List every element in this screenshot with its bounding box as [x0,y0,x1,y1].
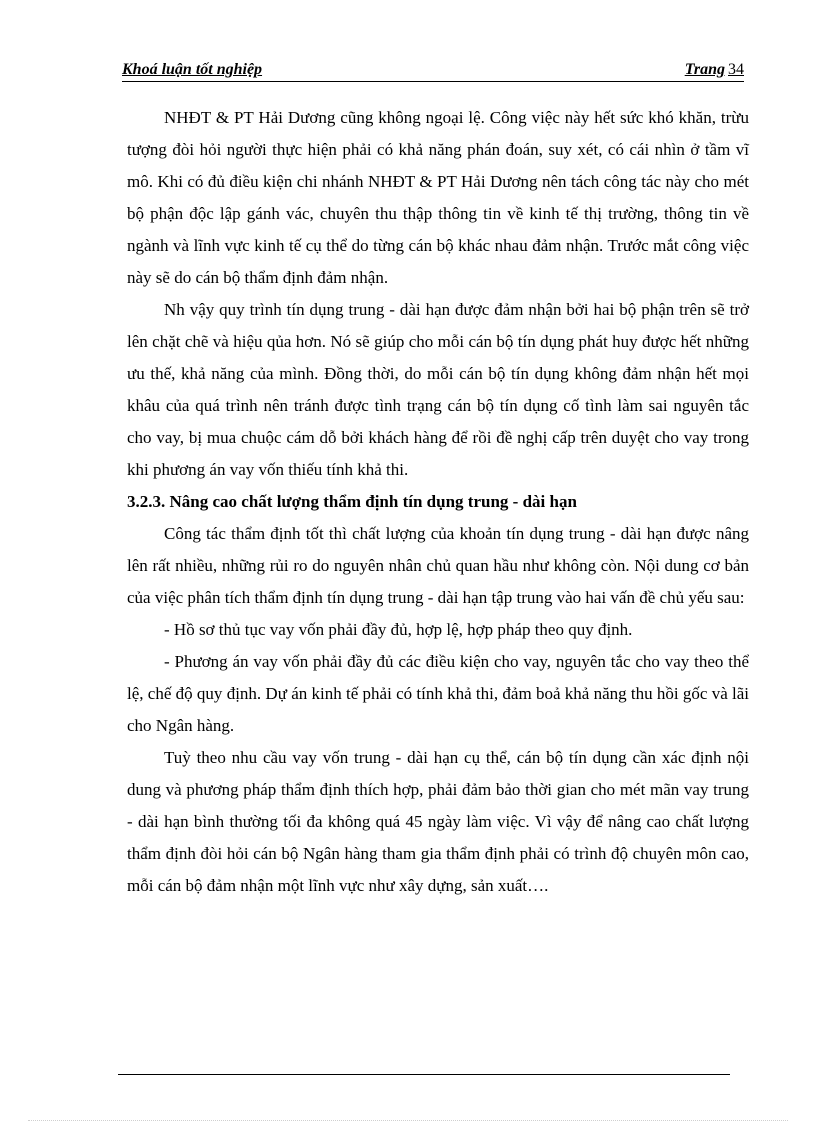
footer-rule [118,1074,730,1075]
list-item: - Hồ sơ thủ tục vay vốn phải đầy đủ, hợp lệ, hợp pháp theo quy định. [164,620,633,639]
document-title: Khoá luận tốt nghiệp [122,61,263,78]
paragraph: Tuỳ theo nhu cầu vay vốn trung - dài hạn cụ thể, cán bộ tín dụng cần xác định nội dung và phương pháp thẩm định thích hợp, phải đảm bảo thời gian cho mét mãn vay trung - dài hạn bình thường tối đa không quá 45 ngày làm việc. Vì vậy để nâng cao chất lượng thẩm định đòi hỏi cán bộ Ngân hàng tham gia thẩm định phải có trình độ chuyên môn cao, mỗi cán bộ đảm nhận một lĩnh vực như xây dựng, sản xuất…. [127,748,749,895]
page-header [122,59,744,82]
paragraph: NHĐT & PT Hải Dương cũng không ngoại lệ. Công việc này hết sức khó khăn, trừu tượng đòi hỏi người thực hiện phải có khả năng phán đoán, suy xét, có cái nhìn ở tầm vĩ mô. Khi có đủ điều kiện chi nhánh NHĐT & PT Hải Dương nên tách công tác này cho mét bộ phận độc lập gánh vác, chuyên thu thập thông tin về kinh tế thị trường, thông tin về ngành và lĩnh vực kinh tế cụ thể do từng cán bộ khác nhau đảm nhận. Trước mắt công việc này sẽ do cán bộ thẩm định đảm nhận. [127,108,749,287]
page-indicator [685,61,744,79]
page-edge-divider [28,1120,788,1121]
paragraph: Nh vậy quy trình tín dụng trung - dài hạn được đảm nhận bởi hai bộ phận trên sẽ trở lên chặt chẽ và hiệu qủa hơn. Nó sẽ giúp cho mỗi cán bộ tín dụng phát huy được hết những ưu thế, khả năng của mình. Đồng thời, do mỗi cán bộ tín dụng không đảm nhận hết mọi khâu của quá trình nên tránh được tình trạng cán bộ tín dụng cố tình làm sai nguyên tắc cho vay, bị mua chuộc cám dỗ bởi khách hàng để rồi đề nghị cấp trên duyệt cho vay trong khi phương án vay vốn thiếu tính khả thi. [127,300,749,479]
paragraph: Công tác thẩm định tốt thì chất lượng của khoản tín dụng trung - dài hạn được nâng lên rất nhiều, những rủi ro do nguyên nhân chủ quan hầu như không còn. Nội dung cơ bản của việc phân tích thẩm định tín dụng trung - dài hạn tập trung vào hai vấn đề chủ yếu sau: [127,524,749,607]
list-item: - Phương án vay vốn phải đầy đủ các điều kiện cho vay, nguyên tắc cho vay theo thể lệ, chế độ quy định. Dự án kinh tế phải có tính khả thi, đảm boả khả năng thu hồi gốc và lãi cho Ngân hàng. [127,652,749,735]
section-heading: 3.2.3. Nâng cao chất lượng thẩm định tín dụng trung - dài hạn [127,492,577,511]
page-number: 34 [728,61,744,78]
page-label: Trang [684,61,725,78]
document-body [127,102,749,902]
